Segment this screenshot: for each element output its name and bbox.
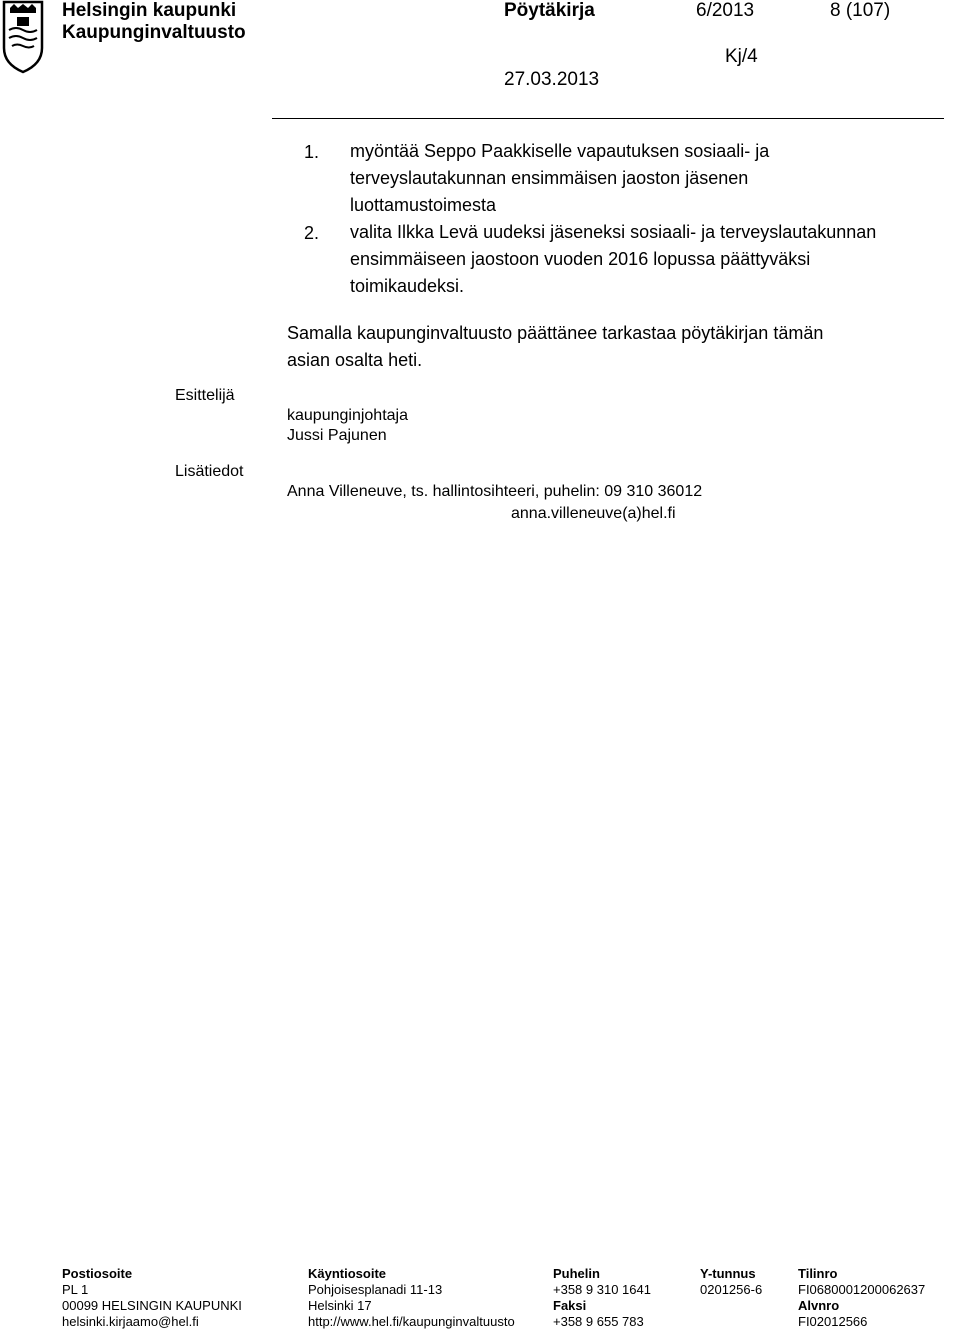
footer-postal-line: PL 1 <box>62 1282 89 1297</box>
presenter-details <box>287 406 408 446</box>
footer-postal-line: 00099 HELSINGIN KAUPUNKI <box>62 1298 242 1313</box>
item-1-line: myöntää Seppo Paakkiselle vapautuksen sosiaali- ja <box>350 141 770 161</box>
item-1-line: terveyslautakunnan ensimmäisen jaoston jäsenen <box>350 168 749 188</box>
item-1-number: 1. <box>304 142 320 162</box>
meeting-date: 27.03.2013 <box>504 69 600 90</box>
footer-business-id-column <box>700 1266 762 1298</box>
presenter-name: Jussi Pajunen <box>287 427 387 444</box>
item-2-line: toimikaudeksi. <box>350 276 465 296</box>
decision-note-line: Samalla kaupunginvaltuusto päättänee tarkastaa pöytäkirjan tämän <box>287 323 824 343</box>
footer-website: http://www.hel.fi/kaupunginvaltuusto <box>308 1314 515 1329</box>
footer-postal-heading: Postiosoite <box>62 1266 133 1281</box>
footer-fax-heading: Faksi <box>553 1298 587 1313</box>
presenter-title: kaupunginjohtaja <box>287 407 408 424</box>
item-2-number: 2. <box>304 223 320 243</box>
item-1-text <box>350 138 769 219</box>
footer-account-heading: Tilinro <box>798 1266 838 1281</box>
footer-business-id: 0201256-6 <box>700 1282 763 1297</box>
item-1-line: luottamustoimesta <box>350 195 497 215</box>
item-2-text <box>350 219 876 300</box>
decision-note <box>287 320 823 374</box>
decision-note-line: asian osalta heti. <box>287 350 423 370</box>
footer-business-id-heading: Y-tunnus <box>700 1266 756 1281</box>
footer-email: helsinki.kirjaamo@hel.fi <box>62 1314 199 1329</box>
item-2-line: ensimmäiseen jaostoon vuoden 2016 lopussa päättyväksi <box>350 249 811 269</box>
info-label: Lisätiedot <box>175 463 244 480</box>
footer-account-column <box>798 1266 925 1330</box>
item-2-line: valita Ilkka Levä uudeksi jäseneksi sosiaali- ja terveyslautakunnan <box>350 222 877 242</box>
footer-vat-number: FI02012566 <box>798 1314 868 1329</box>
header-rule <box>272 118 944 119</box>
footer-account-number: FI0680001200062637 <box>798 1282 926 1297</box>
page-number: 8 (107) <box>830 0 891 21</box>
contact-line: Anna Villeneuve, ts. hallintosihteeri, puhelin: 09 310 36012 <box>287 483 703 500</box>
footer-visit-column <box>308 1266 515 1330</box>
footer-fax-number: +358 9 655 783 <box>553 1314 644 1329</box>
presenter-label: Esittelijä <box>175 387 235 404</box>
footer-postal-column <box>62 1266 242 1330</box>
body-name: Kaupunginvaltuusto <box>62 22 246 43</box>
organization-name: Helsingin kaupunki <box>62 0 237 21</box>
issue-number: 6/2013 <box>696 0 755 21</box>
item-code: Kj/4 <box>725 46 758 67</box>
document-type: Pöytäkirja <box>504 0 595 21</box>
footer-phone-number: +358 9 310 1641 <box>553 1282 651 1297</box>
contact-email: anna.villeneuve(a)hel.fi <box>511 505 676 522</box>
footer-visit-heading: Käyntiosoite <box>308 1266 387 1281</box>
footer-phone-column <box>553 1266 651 1330</box>
footer-phone-heading: Puhelin <box>553 1266 600 1281</box>
footer-visit-line: Pohjoisesplanadi 11-13 <box>308 1282 443 1297</box>
footer-vat-heading: Alvnro <box>798 1298 840 1313</box>
helsinki-coat-of-arms-icon <box>0 0 46 74</box>
footer-visit-line: Helsinki 17 <box>308 1298 372 1313</box>
